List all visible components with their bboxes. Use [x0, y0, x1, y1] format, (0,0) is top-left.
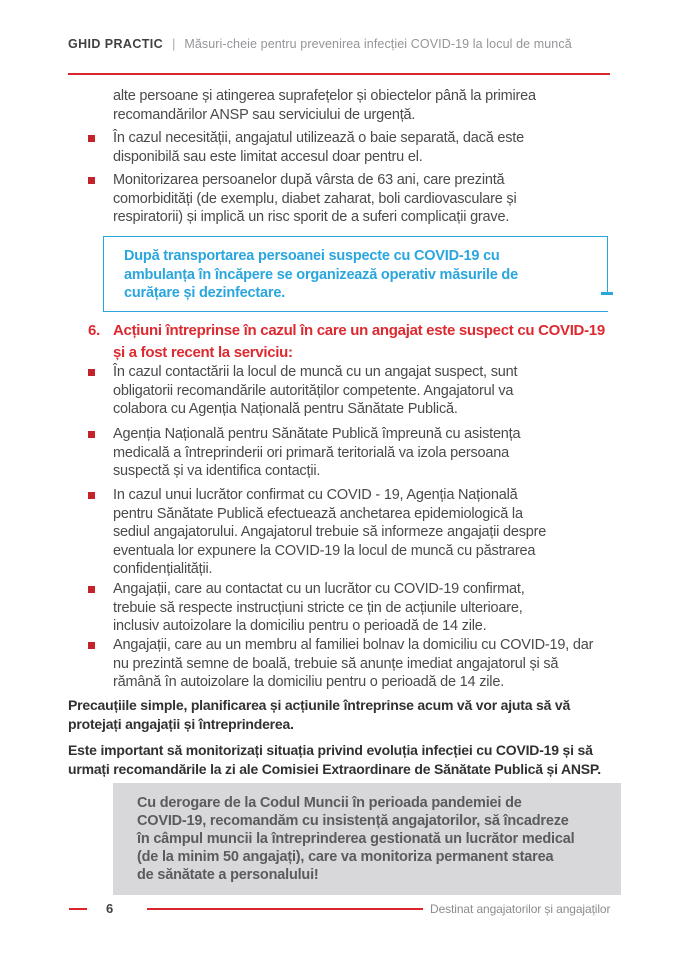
bullet-item	[88, 425, 520, 481]
bullet-item	[88, 580, 525, 636]
bullet-text: Angajații, care au un membru al familiei bolnav la domiciliu cu COVID-19, dar nu prezintă semne de boală, trebuie să anunțe imediat angajatorul și să rămână în autoizolare la domiciliu pentru o perioadă de 14 zile.	[113, 637, 594, 690]
gray-callout-text: Cu derogare de la Codul Muncii în perioada pandemiei de COVID-19, recomandăm cu insistență angajatorilor, să încadreze în câmpul muncii la întreprinderea gestionată un lucrător medical (de la minim 50 angajați), care va monitoriza permanent starea de sănătate a personalului!	[137, 795, 575, 883]
bullet-item	[88, 129, 524, 166]
callout-right-line	[607, 236, 609, 294]
header-subtitle: Măsuri-cheie pentru prevenirea infecției COVID-19 la locul de muncă	[184, 37, 572, 51]
bullet-text: În cazul necesității, angajatul utilizează o baie separată, dacă este disponibilă sau este limitat accesul doar pentru el.	[113, 130, 524, 165]
bullet-item	[88, 636, 593, 692]
bold-paragraph: Precauțiile simple, planificarea și acțiunile întreprinse acum vă vor ajuta să vă protejați angajații și întreprinderea.	[68, 697, 571, 732]
bullet-marker	[88, 492, 95, 499]
header-rule	[68, 73, 610, 75]
bullet-text: Angajații, care au contactat cu un lucrător cu COVID-19 confirmat, trebuie să respecte instrucțiuni stricte ce țin de acțiunile ulterioare, inclusiv autoizolare la domiciliu pentru o perioadă de 14 zile.	[113, 581, 525, 634]
footer-note: Destinat angajatorilor și angajaților	[430, 902, 611, 916]
bullet-text: Monitorizarea persoanelor după vârsta de 63 ani, care prezintă comorbidități (de exemplu, diabet zaharat, boli cardiovasculare și respiratorii) și implică un risc sporit de a suferi complicații grave.	[113, 172, 517, 225]
blue-callout-text: După transportarea persoanei suspecte cu COVID-19 cu ambulanța în încăpere se organizează operativ măsurile de curățare și dezinfectare.	[124, 248, 518, 301]
blue-callout	[103, 236, 608, 312]
callout-right-dash	[601, 292, 613, 295]
header-separator: |	[172, 37, 176, 51]
bullet-marker	[88, 431, 95, 438]
gray-callout	[113, 783, 621, 895]
bullet-marker	[88, 135, 95, 142]
section-heading	[88, 320, 605, 363]
bullet-text: În cazul contactării la locul de muncă cu un angajat suspect, sunt obligatorii recomandările autorităților competente. Angajatorul va colabora cu Agenția Națională pentru Sănătate Publică.	[113, 364, 518, 417]
header-title: GHID PRACTIC	[68, 37, 164, 51]
bullet-marker	[88, 586, 95, 593]
bullet-marker	[88, 369, 95, 376]
page-header	[68, 37, 572, 51]
paragraph-continuation: alte persoane și atingerea suprafețelor și obiectelor până la primirea recomandărilor ANSP sau serviciului de urgență.	[113, 88, 536, 123]
bullet-item	[88, 486, 546, 579]
footer-left-dash	[69, 908, 87, 910]
bullet-text: In cazul unui lucrător confirmat cu COVID - 19, Agenția Națională pentru Sănătate Publică efectuează anchetarea epidemiologică la sediul angajatorului. Angajatorul trebuie să informeze angajații despre eventuala lor expunere la COVID-19 la locul de muncă cu păstrarea confidențialității.	[113, 487, 547, 577]
footer-rule	[147, 908, 423, 910]
footer-page-number: 6	[106, 901, 114, 916]
bullet-marker	[88, 177, 95, 184]
section-number: 6.	[88, 322, 101, 339]
bullet-item	[88, 363, 517, 419]
bullet-item	[88, 171, 516, 227]
bullet-text: Agenția Națională pentru Sănătate Publică împreună cu asistența medicală a întreprinderii ori primară teritorială va izola persoana suspectă și va identifica contacții.	[113, 426, 521, 479]
section-title: Acțiuni întreprinse în cazul în care un angajat este suspect cu COVID-19 și a fost recent la serviciu:	[113, 322, 605, 361]
bold-paragraph: Este important să monitorizați situația privind evoluția infecției cu COVID-19 și să urmați recomandările la zi ale Comisiei Extraordinare de Sănătate Publică și ANSP.	[68, 742, 601, 777]
bullet-marker	[88, 642, 95, 649]
